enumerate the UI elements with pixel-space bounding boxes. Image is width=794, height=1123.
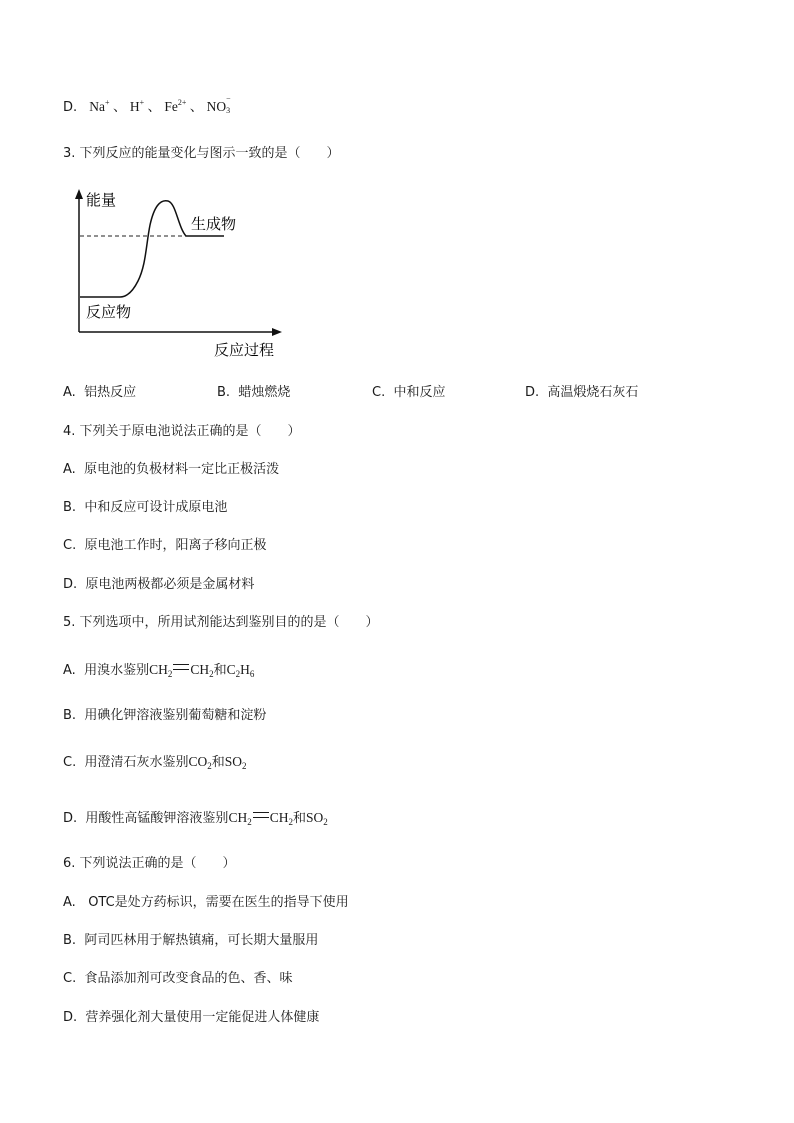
option-letter: C.	[372, 385, 386, 400]
conjunction: 和	[211, 755, 225, 770]
ion-na: Na	[89, 99, 106, 114]
option-letter: A.	[63, 663, 76, 678]
formula-part: CH	[149, 662, 168, 677]
q6-option-b	[63, 932, 318, 950]
option-text: 中和反应可设计成原电池	[84, 500, 228, 515]
formula-part: CH	[269, 810, 289, 825]
y-axis-arrow-icon	[75, 189, 83, 199]
option-letter: D.	[525, 385, 540, 400]
option-letter: A.	[63, 895, 76, 910]
formula-part: C	[226, 662, 236, 677]
separator: 、	[112, 99, 127, 115]
q4-option-d	[63, 576, 254, 594]
separator: 、	[147, 99, 161, 115]
option-text: 用澄清石灰水鉴别	[84, 755, 189, 770]
formula-part: CO	[188, 754, 208, 769]
formula-co2	[189, 754, 212, 769]
double-bond-icon	[253, 812, 269, 818]
subscript: 6	[249, 669, 255, 679]
option-letter: C.	[63, 755, 77, 770]
q3-option-d	[525, 384, 638, 402]
option-letter: C.	[63, 971, 77, 986]
conjunction: 和	[292, 811, 306, 826]
ion-charge: +	[105, 98, 110, 107]
formula-part: CH	[228, 810, 248, 825]
option-letter: B.	[63, 708, 77, 723]
q3-options	[63, 384, 703, 402]
option-letter: D.	[63, 1010, 78, 1025]
option-text: 中和反应	[393, 385, 446, 400]
option-text: 食品添加剂可改变食品的色、香、味	[84, 971, 293, 986]
subscript: 2	[167, 669, 173, 679]
ion-charge: −	[226, 94, 231, 103]
subscript: 2	[235, 669, 241, 679]
q3-option-a	[63, 384, 136, 402]
option-letter: A.	[63, 385, 76, 400]
q4-option-a	[63, 461, 279, 479]
option-letter: A.	[63, 462, 76, 477]
option-text: 高温煅烧石灰石	[547, 385, 639, 400]
y-axis-label: 能量	[86, 191, 117, 209]
ion-no3	[206, 94, 231, 116]
formula-part: SO	[305, 810, 324, 825]
option-letter: D.	[63, 100, 78, 115]
reactant-label: 反应物	[86, 303, 132, 321]
q5-stem: 5. 下列选项中，所用试剂能达到鉴别目的的是（ ）	[63, 615, 379, 630]
q5-option-b	[63, 707, 266, 725]
option-letter: B.	[63, 500, 77, 515]
q4-stem: 4. 下列关于原电池说法正确的是（ ）	[63, 424, 301, 439]
option-letter: D.	[63, 811, 78, 826]
option-text: 营养强化剂大量使用一定能促进人体健康	[85, 1010, 320, 1025]
formula-part: SO	[224, 754, 243, 769]
subscript: 2	[247, 817, 252, 827]
q6-option-d	[63, 1009, 319, 1027]
formula-part: H	[240, 662, 250, 677]
q2-option-d	[63, 94, 231, 117]
q5-option-d	[63, 809, 328, 828]
formula-part: CH	[190, 662, 210, 677]
option-text: 原电池的负极材料一定比正极活泼	[84, 462, 280, 477]
q6-option-c	[63, 970, 293, 988]
subscript: 2	[207, 761, 212, 771]
option-text: 蜡烛燃烧	[238, 385, 291, 400]
q6-stem: 6. 下列说法正确的是（ ）	[63, 856, 236, 871]
q3-stem: 3. 下列反应的能量变化与图示一致的是（ ）	[63, 146, 340, 161]
option-text: 铝热反应	[84, 385, 137, 400]
option-text: OTC是处方药标识，需要在医生的指导下使用	[84, 895, 349, 910]
ion-symbol: NO	[206, 99, 227, 114]
option-text: 原电池工作时，阳离子移向正极	[84, 538, 267, 553]
formula-so2	[306, 810, 328, 825]
subscript: 2	[209, 669, 214, 679]
q6-option-a	[63, 894, 349, 912]
ion-charge: 2+	[177, 98, 187, 107]
q4-option-b	[63, 499, 227, 517]
subscript: 2	[242, 761, 247, 771]
energy-diagram	[66, 185, 296, 365]
x-axis-arrow-icon	[272, 328, 282, 336]
option-letter: B.	[217, 385, 231, 400]
option-text: 原电池两极都必须是金属材料	[85, 577, 255, 592]
q5-option-c	[63, 753, 247, 772]
option-letter: D.	[63, 577, 78, 592]
ion-fe: Fe	[164, 99, 178, 114]
formula-ethylene	[149, 662, 214, 677]
option-text: 用酸性高锰酸钾溶液鉴别	[85, 811, 229, 826]
formula-ethylene	[228, 810, 293, 825]
ion-charge: +	[139, 98, 145, 107]
q3-option-c	[372, 384, 446, 402]
q4-option-c	[63, 537, 267, 555]
conjunction: 和	[213, 663, 227, 678]
formula-ethane	[227, 662, 255, 677]
option-letter: B.	[63, 933, 77, 948]
formula-so2	[225, 754, 247, 769]
product-label: 生成物	[191, 215, 237, 233]
subscript: 2	[288, 817, 293, 827]
option-letter: C.	[63, 538, 77, 553]
ion-h: H	[129, 99, 140, 114]
subscript: 2	[323, 817, 328, 827]
option-text: 阿司匹林用于解热镇痛，可长期大量服用	[84, 933, 319, 948]
option-text: 用溴水鉴别	[84, 663, 150, 678]
separator: 、	[189, 99, 204, 115]
ion-subscript: 3	[226, 106, 231, 115]
q5-option-a	[63, 661, 254, 680]
q3-option-b	[217, 384, 290, 402]
option-text: 用碘化钾溶液鉴别葡萄糖和淀粉	[84, 708, 267, 723]
double-bond-icon	[173, 664, 189, 670]
x-axis-label: 反应过程	[214, 341, 275, 359]
